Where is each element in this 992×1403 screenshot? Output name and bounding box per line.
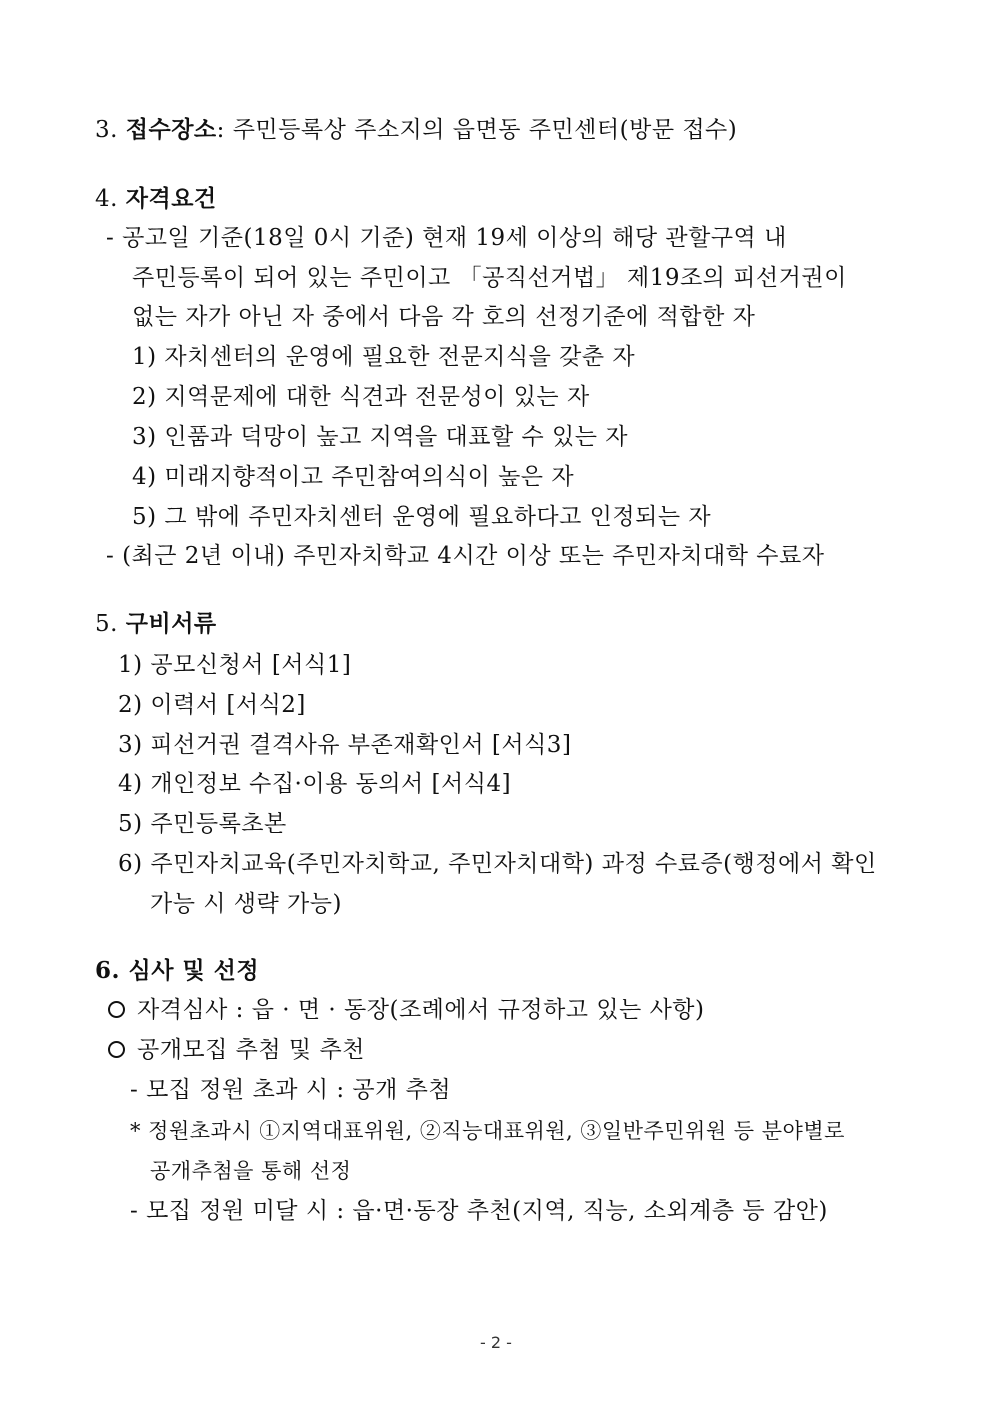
section-3-title: 접수장소 <box>125 116 217 143</box>
selection-note: * 정원초과시 ①지역대표위원, ②직능대표위원, ③일반주민위원 등 분야별로 <box>130 1119 845 1143</box>
qualification-line: 주민등록이 되어 있는 주민이고 「공직선거법」 제19조의 피선거권이 <box>132 265 847 291</box>
section-5-title: 구비서류 <box>125 610 217 637</box>
section-4-number: 4. <box>95 186 118 212</box>
document-item-continued: 가능 시 생략 가능) <box>150 891 342 917</box>
criteria-item: 2) 지역문제에 대한 식견과 전문성이 있는 자 <box>132 384 590 410</box>
document-item: 3) 피선거권 결격사유 부존재확인서 [서식3] <box>118 732 572 758</box>
qualification-line: - (최근 2년 이내) 주민자치학교 4시간 이상 또는 주민자치대학 수료자 <box>106 543 825 569</box>
section-3-number: 3. <box>95 117 118 143</box>
section-6-heading: 6. 심사 및 선정 <box>95 957 260 984</box>
document-item: 5) 주민등록초본 <box>118 811 287 837</box>
section-5-number: 5. <box>95 611 118 637</box>
section-4-heading <box>95 184 217 214</box>
review-bullet-text: 자격심사 : 읍 · 면 · 동장(조례에서 규정하고 있는 사항) <box>137 997 705 1023</box>
selection-sub-item: - 모집 정원 미달 시 : 읍·면·동장 추천(지역, 직능, 소외계층 등 감안) <box>130 1198 828 1224</box>
section-3-heading <box>95 115 737 145</box>
document-item: 1) 공모신청서 [서식1] <box>118 652 352 678</box>
qualification-line: 없는 자가 아닌 자 중에서 다음 각 호의 선정기준에 적합한 자 <box>132 304 756 330</box>
section-3-text: : 주민등록상 주소지의 읍면동 주민센터(방문 접수) <box>216 117 738 143</box>
criteria-item: 5) 그 밖에 주민자치센터 운영에 필요하다고 인정되는 자 <box>132 504 712 530</box>
page-number: - 2 - <box>480 1333 512 1352</box>
selection-sub-item: - 모집 정원 초과 시 : 공개 추첨 <box>130 1077 452 1103</box>
circle-bullet-icon <box>108 1041 125 1058</box>
section-4-title: 자격요건 <box>125 185 217 212</box>
review-bullet <box>108 995 704 1025</box>
selection-bullet <box>108 1035 365 1065</box>
document-item: 4) 개인정보 수집·이용 동의서 [서식4] <box>118 771 512 797</box>
document-item: 2) 이력서 [서식2] <box>118 692 306 718</box>
qualification-line: - 공고일 기준(18일 0시 기준) 현재 19세 이상의 해당 관할구역 내 <box>106 225 787 251</box>
section-5-heading <box>95 609 217 639</box>
circle-bullet-icon <box>108 1001 125 1018</box>
criteria-item: 1) 자치센터의 운영에 필요한 전문지식을 갖춘 자 <box>132 344 636 370</box>
criteria-item: 4) 미래지향적이고 주민참여의식이 높은 자 <box>132 464 575 490</box>
selection-note-continued: 공개추첨을 통해 선정 <box>150 1159 352 1183</box>
selection-bullet-text: 공개모집 추첨 및 추천 <box>137 1037 365 1063</box>
criteria-item: 3) 인품과 덕망이 높고 지역을 대표할 수 있는 자 <box>132 424 629 450</box>
document-item: 6) 주민자치교육(주민자치학교, 주민자치대학) 과정 수료증(행정에서 확인 <box>118 851 877 877</box>
